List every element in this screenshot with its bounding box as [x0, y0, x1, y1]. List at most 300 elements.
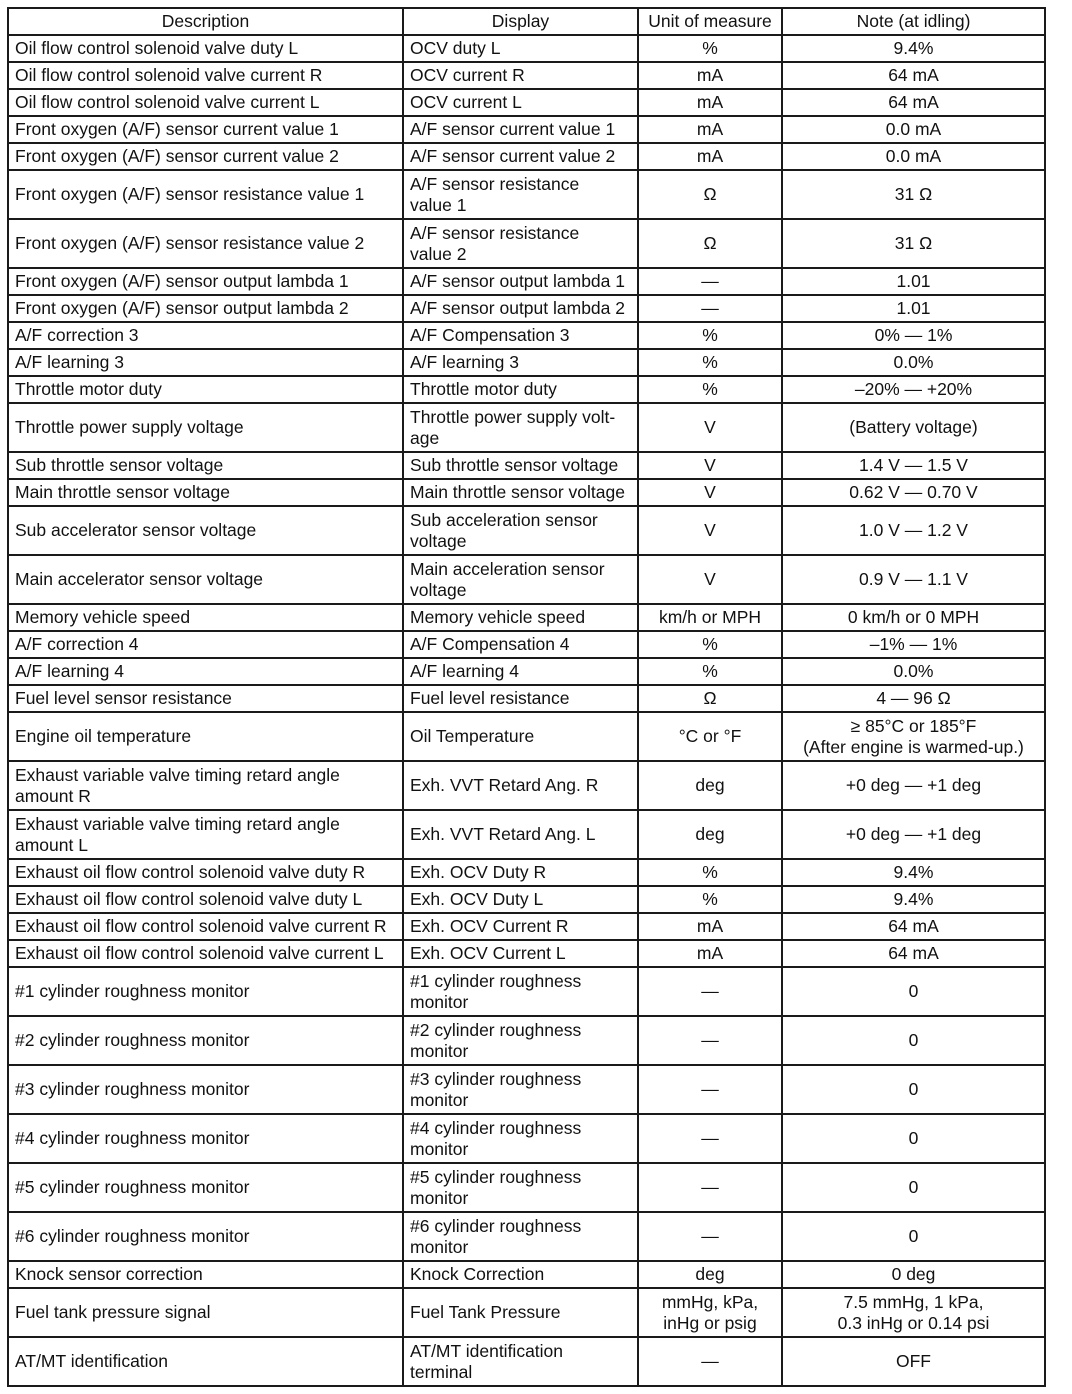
cell-display	[403, 859, 638, 886]
header-note: Note (at idling)	[782, 8, 1045, 35]
cell-note	[782, 506, 1045, 555]
table-row	[8, 810, 1045, 859]
cell-description	[8, 506, 403, 555]
cell-display-text: A/F sensor output lambda 2	[410, 298, 625, 318]
cell-display	[403, 62, 638, 89]
cell-description	[8, 322, 403, 349]
cell-description	[8, 89, 403, 116]
cell-note	[782, 1114, 1045, 1163]
cell-note	[782, 322, 1045, 349]
cell-display	[403, 1163, 638, 1212]
cell-note	[782, 886, 1045, 913]
cell-unit-text: deg	[695, 824, 725, 844]
cell-note	[782, 658, 1045, 685]
cell-description	[8, 349, 403, 376]
table-row	[8, 967, 1045, 1016]
cell-display	[403, 143, 638, 170]
cell-description	[8, 376, 403, 403]
cell-display-text: Throttle motor duty	[410, 379, 557, 399]
cell-unit-text: km/h or MPH	[658, 607, 762, 627]
table-row	[8, 219, 1045, 268]
table-row	[8, 685, 1045, 712]
cell-unit-text: —	[701, 1177, 719, 1197]
cell-display-text: AT/MT identification terminal	[410, 1340, 564, 1382]
header-description: Description	[8, 8, 403, 35]
cell-note	[782, 1065, 1045, 1114]
cell-display	[403, 116, 638, 143]
table-row	[8, 712, 1045, 761]
cell-description	[8, 295, 403, 322]
cell-note-text: 64 mA	[888, 65, 939, 85]
cell-description	[8, 1261, 403, 1288]
cell-note-text: 0	[908, 1128, 919, 1148]
cell-description	[8, 1337, 403, 1386]
table-row	[8, 62, 1045, 89]
table-row	[8, 349, 1045, 376]
cell-unit-text: mA	[696, 119, 724, 139]
cell-unit-text: mmHg, kPa, inHg or psig	[661, 1291, 759, 1333]
cell-description-text: #5 cylinder roughness monitor	[15, 1177, 250, 1197]
cell-unit	[638, 143, 782, 170]
cell-note-text: OFF	[896, 1351, 931, 1371]
cell-unit	[638, 322, 782, 349]
cell-display-text: A/F sensor current value 2	[410, 146, 616, 166]
table-row	[8, 859, 1045, 886]
table-row	[8, 761, 1045, 810]
cell-description	[8, 62, 403, 89]
cell-display	[403, 295, 638, 322]
cell-display-text: Exh. OCV Current L	[410, 943, 566, 963]
table-row	[8, 631, 1045, 658]
spec-sheet	[7, 7, 1044, 1387]
cell-display	[403, 1337, 638, 1386]
table-row	[8, 1114, 1045, 1163]
cell-note	[782, 1288, 1045, 1337]
header-row	[8, 8, 1045, 35]
table-row	[8, 1016, 1045, 1065]
cell-description	[8, 658, 403, 685]
cell-unit-text: —	[701, 298, 719, 318]
cell-note-text: 7.5 mmHg, 1 kPa, 0.3 inHg or 0.14 psi	[837, 1291, 990, 1333]
cell-unit-text: mA	[696, 92, 724, 112]
cell-unit-text: Ω	[703, 688, 717, 708]
cell-unit-text: %	[702, 352, 718, 372]
cell-display-text: Throttle power supply volt- age	[410, 406, 616, 448]
cell-display	[403, 1288, 638, 1337]
cell-note	[782, 810, 1045, 859]
cell-description-text: Sub accelerator sensor voltage	[15, 520, 257, 540]
cell-unit	[638, 1337, 782, 1386]
cell-note	[782, 479, 1045, 506]
cell-note	[782, 604, 1045, 631]
header-unit: Unit of measure	[638, 8, 782, 35]
table-row	[8, 658, 1045, 685]
cell-note-text: 31 Ω	[894, 233, 933, 253]
cell-unit	[638, 1163, 782, 1212]
cell-unit-text: Ω	[703, 184, 717, 204]
cell-unit	[638, 1114, 782, 1163]
cell-unit-text: V	[704, 455, 716, 475]
cell-display	[403, 403, 638, 452]
cell-description	[8, 940, 403, 967]
cell-note-text: 4 — 96 Ω	[876, 688, 951, 708]
cell-note-text: 64 mA	[888, 92, 939, 112]
cell-unit-text: deg	[695, 775, 725, 795]
cell-unit-text: —	[701, 981, 719, 1001]
table-row	[8, 295, 1045, 322]
cell-description-text: Exhaust oil flow control solenoid valve current L	[15, 943, 384, 963]
cell-display-text: A/F learning 3	[410, 352, 519, 372]
cell-note-text: 9.4%	[893, 38, 934, 58]
cell-unit-text: V	[704, 520, 716, 540]
cell-note-text: 1.0 V — 1.2 V	[859, 520, 968, 540]
cell-display-text: #6 cylinder roughness monitor	[410, 1215, 582, 1257]
cell-description	[8, 170, 403, 219]
cell-unit	[638, 886, 782, 913]
cell-note-text: 1.01	[896, 271, 931, 291]
cell-display-text: Exh. VVT Retard Ang. L	[410, 824, 596, 844]
cell-display-text: Fuel level resistance	[410, 688, 570, 708]
cell-description	[8, 143, 403, 170]
cell-display	[403, 1114, 638, 1163]
table-row	[8, 1212, 1045, 1261]
cell-description	[8, 1212, 403, 1261]
cell-description-text: Fuel level sensor resistance	[15, 688, 232, 708]
cell-description-text: Exhaust variable valve timing retard angle amount R	[15, 764, 340, 806]
cell-note-text: 0.62 V — 0.70 V	[849, 482, 978, 502]
cell-display-text: #4 cylinder roughness monitor	[410, 1117, 582, 1159]
cell-description-text: #2 cylinder roughness monitor	[15, 1030, 250, 1050]
cell-display	[403, 685, 638, 712]
cell-display	[403, 1016, 638, 1065]
cell-display	[403, 452, 638, 479]
cell-display	[403, 268, 638, 295]
cell-note-text: 0.9 V — 1.1 V	[859, 569, 968, 589]
cell-description-text: A/F correction 4	[15, 634, 139, 654]
cell-note-text: 0	[908, 981, 919, 1001]
cell-note-text: 0.0 mA	[885, 146, 942, 166]
cell-display-text: A/F sensor resistance value 1	[410, 173, 580, 215]
cell-description-text: Throttle power supply voltage	[15, 417, 244, 437]
cell-display	[403, 886, 638, 913]
cell-unit	[638, 116, 782, 143]
cell-note	[782, 268, 1045, 295]
cell-note	[782, 631, 1045, 658]
cell-unit	[638, 170, 782, 219]
cell-description-text: Front oxygen (A/F) sensor current value 1	[15, 119, 339, 139]
cell-note	[782, 89, 1045, 116]
cell-note-text: 0	[908, 1079, 919, 1099]
table-row	[8, 143, 1045, 170]
cell-note	[782, 712, 1045, 761]
cell-description-text: Main accelerator sensor voltage	[15, 569, 264, 589]
cell-description	[8, 452, 403, 479]
cell-display-text: Main throttle sensor voltage	[410, 482, 625, 502]
cell-note-text: 0.0 mA	[885, 119, 942, 139]
cell-note	[782, 116, 1045, 143]
cell-description-text: Oil flow control solenoid valve current L	[15, 92, 320, 112]
cell-display-text: Exh. OCV Current R	[410, 916, 569, 936]
cell-description	[8, 810, 403, 859]
table-row	[8, 1288, 1045, 1337]
cell-note-text: 9.4%	[893, 889, 934, 909]
cell-display-text: OCV current R	[410, 65, 525, 85]
cell-description-text: Oil flow control solenoid valve duty L	[15, 38, 299, 58]
cell-description	[8, 555, 403, 604]
cell-unit	[638, 452, 782, 479]
cell-unit-text: %	[702, 862, 718, 882]
cell-note	[782, 1261, 1045, 1288]
cell-display-text: Sub throttle sensor voltage	[410, 455, 619, 475]
cell-unit-text: mA	[696, 146, 724, 166]
cell-unit	[638, 631, 782, 658]
cell-note-text: +0 deg — +1 deg	[845, 824, 982, 844]
cell-unit-text: —	[701, 1030, 719, 1050]
table-row	[8, 170, 1045, 219]
table-row	[8, 913, 1045, 940]
cell-unit	[638, 89, 782, 116]
cell-note-text: (Battery voltage)	[849, 417, 978, 437]
cell-description-text: Front oxygen (A/F) sensor current value 2	[15, 146, 339, 166]
cell-unit-text: %	[702, 379, 718, 399]
cell-display-text: A/F sensor output lambda 1	[410, 271, 625, 291]
cell-unit-text: deg	[695, 1264, 725, 1284]
cell-display-text: Main acceleration sensor voltage	[410, 558, 605, 600]
cell-description	[8, 913, 403, 940]
cell-description-text: #6 cylinder roughness monitor	[15, 1226, 250, 1246]
cell-unit-text: mA	[696, 65, 724, 85]
cell-display	[403, 89, 638, 116]
cell-description-text: AT/MT identification	[15, 1351, 169, 1371]
cell-display	[403, 761, 638, 810]
cell-note	[782, 859, 1045, 886]
cell-description-text: Exhaust oil flow control solenoid valve duty L	[15, 889, 363, 909]
cell-unit-text: V	[704, 417, 716, 437]
cell-display	[403, 1212, 638, 1261]
cell-display-text: OCV duty L	[410, 38, 501, 58]
cell-unit	[638, 506, 782, 555]
table-row	[8, 322, 1045, 349]
table-row	[8, 89, 1045, 116]
cell-description	[8, 403, 403, 452]
cell-description	[8, 631, 403, 658]
cell-unit-text: °C or °F	[678, 726, 742, 746]
cell-display	[403, 35, 638, 62]
cell-note	[782, 940, 1045, 967]
table-row	[8, 555, 1045, 604]
cell-note-text: ≥ 85°C or 185°F (After engine is warmed-up.)	[803, 715, 1024, 757]
cell-description-text: Oil flow control solenoid valve current R	[15, 65, 323, 85]
cell-unit	[638, 1261, 782, 1288]
cell-unit-text: —	[701, 1079, 719, 1099]
table-row	[8, 1163, 1045, 1212]
cell-unit-text: mA	[696, 943, 724, 963]
cell-description	[8, 967, 403, 1016]
cell-note	[782, 170, 1045, 219]
cell-description-text: Main throttle sensor voltage	[15, 482, 230, 502]
cell-display-text: OCV current L	[410, 92, 522, 112]
cell-note-text: 0	[908, 1226, 919, 1246]
cell-note-text: 0 deg	[891, 1264, 936, 1284]
table-row	[8, 116, 1045, 143]
cell-note	[782, 143, 1045, 170]
cell-display-text: #2 cylinder roughness monitor	[410, 1019, 582, 1061]
cell-description	[8, 116, 403, 143]
cell-display-text: Exh. VVT Retard Ang. R	[410, 775, 599, 795]
cell-description	[8, 685, 403, 712]
cell-note-text: 64 mA	[888, 943, 939, 963]
table-row	[8, 940, 1045, 967]
cell-unit	[638, 810, 782, 859]
cell-note-text: 0.0%	[893, 352, 934, 372]
cell-description-text: Front oxygen (A/F) sensor output lambda 2	[15, 298, 349, 318]
cell-display-text: Memory vehicle speed	[410, 607, 586, 627]
cell-description	[8, 1114, 403, 1163]
cell-display	[403, 658, 638, 685]
cell-unit-text: —	[701, 1226, 719, 1246]
cell-note	[782, 685, 1045, 712]
cell-unit-text: %	[702, 634, 718, 654]
cell-note-text: 0 km/h or 0 MPH	[847, 607, 980, 627]
cell-display	[403, 170, 638, 219]
header-display: Display	[403, 8, 638, 35]
cell-description-text: Front oxygen (A/F) sensor resistance value 1	[15, 184, 365, 204]
cell-description-text: A/F learning 3	[15, 352, 124, 372]
cell-unit-text: %	[702, 889, 718, 909]
cell-note	[782, 1212, 1045, 1261]
cell-display-text: Exh. OCV Duty L	[410, 889, 544, 909]
cell-unit-text: —	[701, 1351, 719, 1371]
cell-unit-text: Ω	[703, 233, 717, 253]
cell-unit	[638, 295, 782, 322]
cell-note	[782, 1163, 1045, 1212]
table-row	[8, 376, 1045, 403]
cell-display-text: #5 cylinder roughness monitor	[410, 1166, 582, 1208]
cell-unit	[638, 967, 782, 1016]
table-row	[8, 35, 1045, 62]
cell-note-text: 1.4 V — 1.5 V	[859, 455, 968, 475]
cell-unit	[638, 349, 782, 376]
table-row	[8, 1065, 1045, 1114]
table-row	[8, 1337, 1045, 1386]
cell-unit	[638, 403, 782, 452]
cell-description	[8, 604, 403, 631]
cell-description-text: Fuel tank pressure signal	[15, 1302, 211, 1322]
cell-display	[403, 604, 638, 631]
cell-description-text: Exhaust variable valve timing retard angle amount L	[15, 813, 340, 855]
cell-note	[782, 555, 1045, 604]
cell-unit	[638, 658, 782, 685]
cell-description	[8, 1163, 403, 1212]
cell-note-text: 9.4%	[893, 862, 934, 882]
cell-display-text: A/F Compensation 4	[410, 634, 570, 654]
cell-unit-text: V	[704, 569, 716, 589]
cell-display-text: A/F sensor current value 1	[410, 119, 616, 139]
cell-note-text: +0 deg — +1 deg	[845, 775, 982, 795]
cell-unit	[638, 479, 782, 506]
cell-unit	[638, 62, 782, 89]
cell-display-text: Fuel Tank Pressure	[410, 1302, 561, 1322]
cell-display	[403, 810, 638, 859]
cell-unit	[638, 1065, 782, 1114]
cell-display-text: Knock Correction	[410, 1264, 545, 1284]
cell-note	[782, 295, 1045, 322]
cell-display-text: Sub acceleration sensor voltage	[410, 509, 598, 551]
cell-display	[403, 913, 638, 940]
cell-description	[8, 886, 403, 913]
cell-unit	[638, 376, 782, 403]
cell-description-text: Front oxygen (A/F) sensor output lambda 1	[15, 271, 349, 291]
cell-description-text: Front oxygen (A/F) sensor resistance value 2	[15, 233, 365, 253]
cell-unit	[638, 1212, 782, 1261]
cell-unit	[638, 268, 782, 295]
cell-unit-text: %	[702, 38, 718, 58]
cell-unit-text: %	[702, 661, 718, 681]
cell-unit	[638, 712, 782, 761]
cell-description-text: #4 cylinder roughness monitor	[15, 1128, 250, 1148]
cell-description-text: Knock sensor correction	[15, 1264, 203, 1284]
table-body	[8, 35, 1045, 1386]
cell-description-text: A/F correction 3	[15, 325, 139, 345]
cell-display-text: #3 cylinder roughness monitor	[410, 1068, 582, 1110]
cell-display-text: Oil Temperature	[410, 726, 535, 746]
cell-description	[8, 1016, 403, 1065]
cell-display	[403, 506, 638, 555]
cell-display	[403, 940, 638, 967]
cell-display	[403, 219, 638, 268]
cell-display	[403, 479, 638, 506]
cell-display	[403, 555, 638, 604]
cell-unit	[638, 761, 782, 810]
cell-description	[8, 761, 403, 810]
cell-note-text: 0.0%	[893, 661, 934, 681]
cell-unit	[638, 219, 782, 268]
cell-note-text: 64 mA	[888, 916, 939, 936]
cell-note-text: –20% — +20%	[854, 379, 973, 399]
cell-unit	[638, 913, 782, 940]
cell-description	[8, 859, 403, 886]
table-row	[8, 506, 1045, 555]
cell-description-text: Throttle motor duty	[15, 379, 162, 399]
cell-display	[403, 1065, 638, 1114]
cell-unit	[638, 685, 782, 712]
cell-note	[782, 35, 1045, 62]
monitor-data-table	[7, 7, 1046, 1387]
cell-note-text: 31 Ω	[894, 184, 933, 204]
cell-unit-text: V	[704, 482, 716, 502]
cell-description	[8, 479, 403, 506]
cell-display	[403, 1261, 638, 1288]
cell-description	[8, 1065, 403, 1114]
cell-note	[782, 913, 1045, 940]
table-row	[8, 268, 1045, 295]
table-row	[8, 604, 1045, 631]
cell-description-text: A/F learning 4	[15, 661, 124, 681]
cell-unit-text: —	[701, 1128, 719, 1148]
cell-description	[8, 219, 403, 268]
cell-display	[403, 712, 638, 761]
cell-display-text: A/F sensor resistance value 2	[410, 222, 580, 264]
cell-display-text: Exh. OCV Duty R	[410, 862, 547, 882]
cell-unit-text: —	[701, 271, 719, 291]
cell-display-text: #1 cylinder roughness monitor	[410, 970, 582, 1012]
cell-display-text: A/F learning 4	[410, 661, 519, 681]
cell-note	[782, 1337, 1045, 1386]
cell-display	[403, 376, 638, 403]
table-row	[8, 886, 1045, 913]
cell-unit-text: %	[702, 325, 718, 345]
cell-description	[8, 1288, 403, 1337]
